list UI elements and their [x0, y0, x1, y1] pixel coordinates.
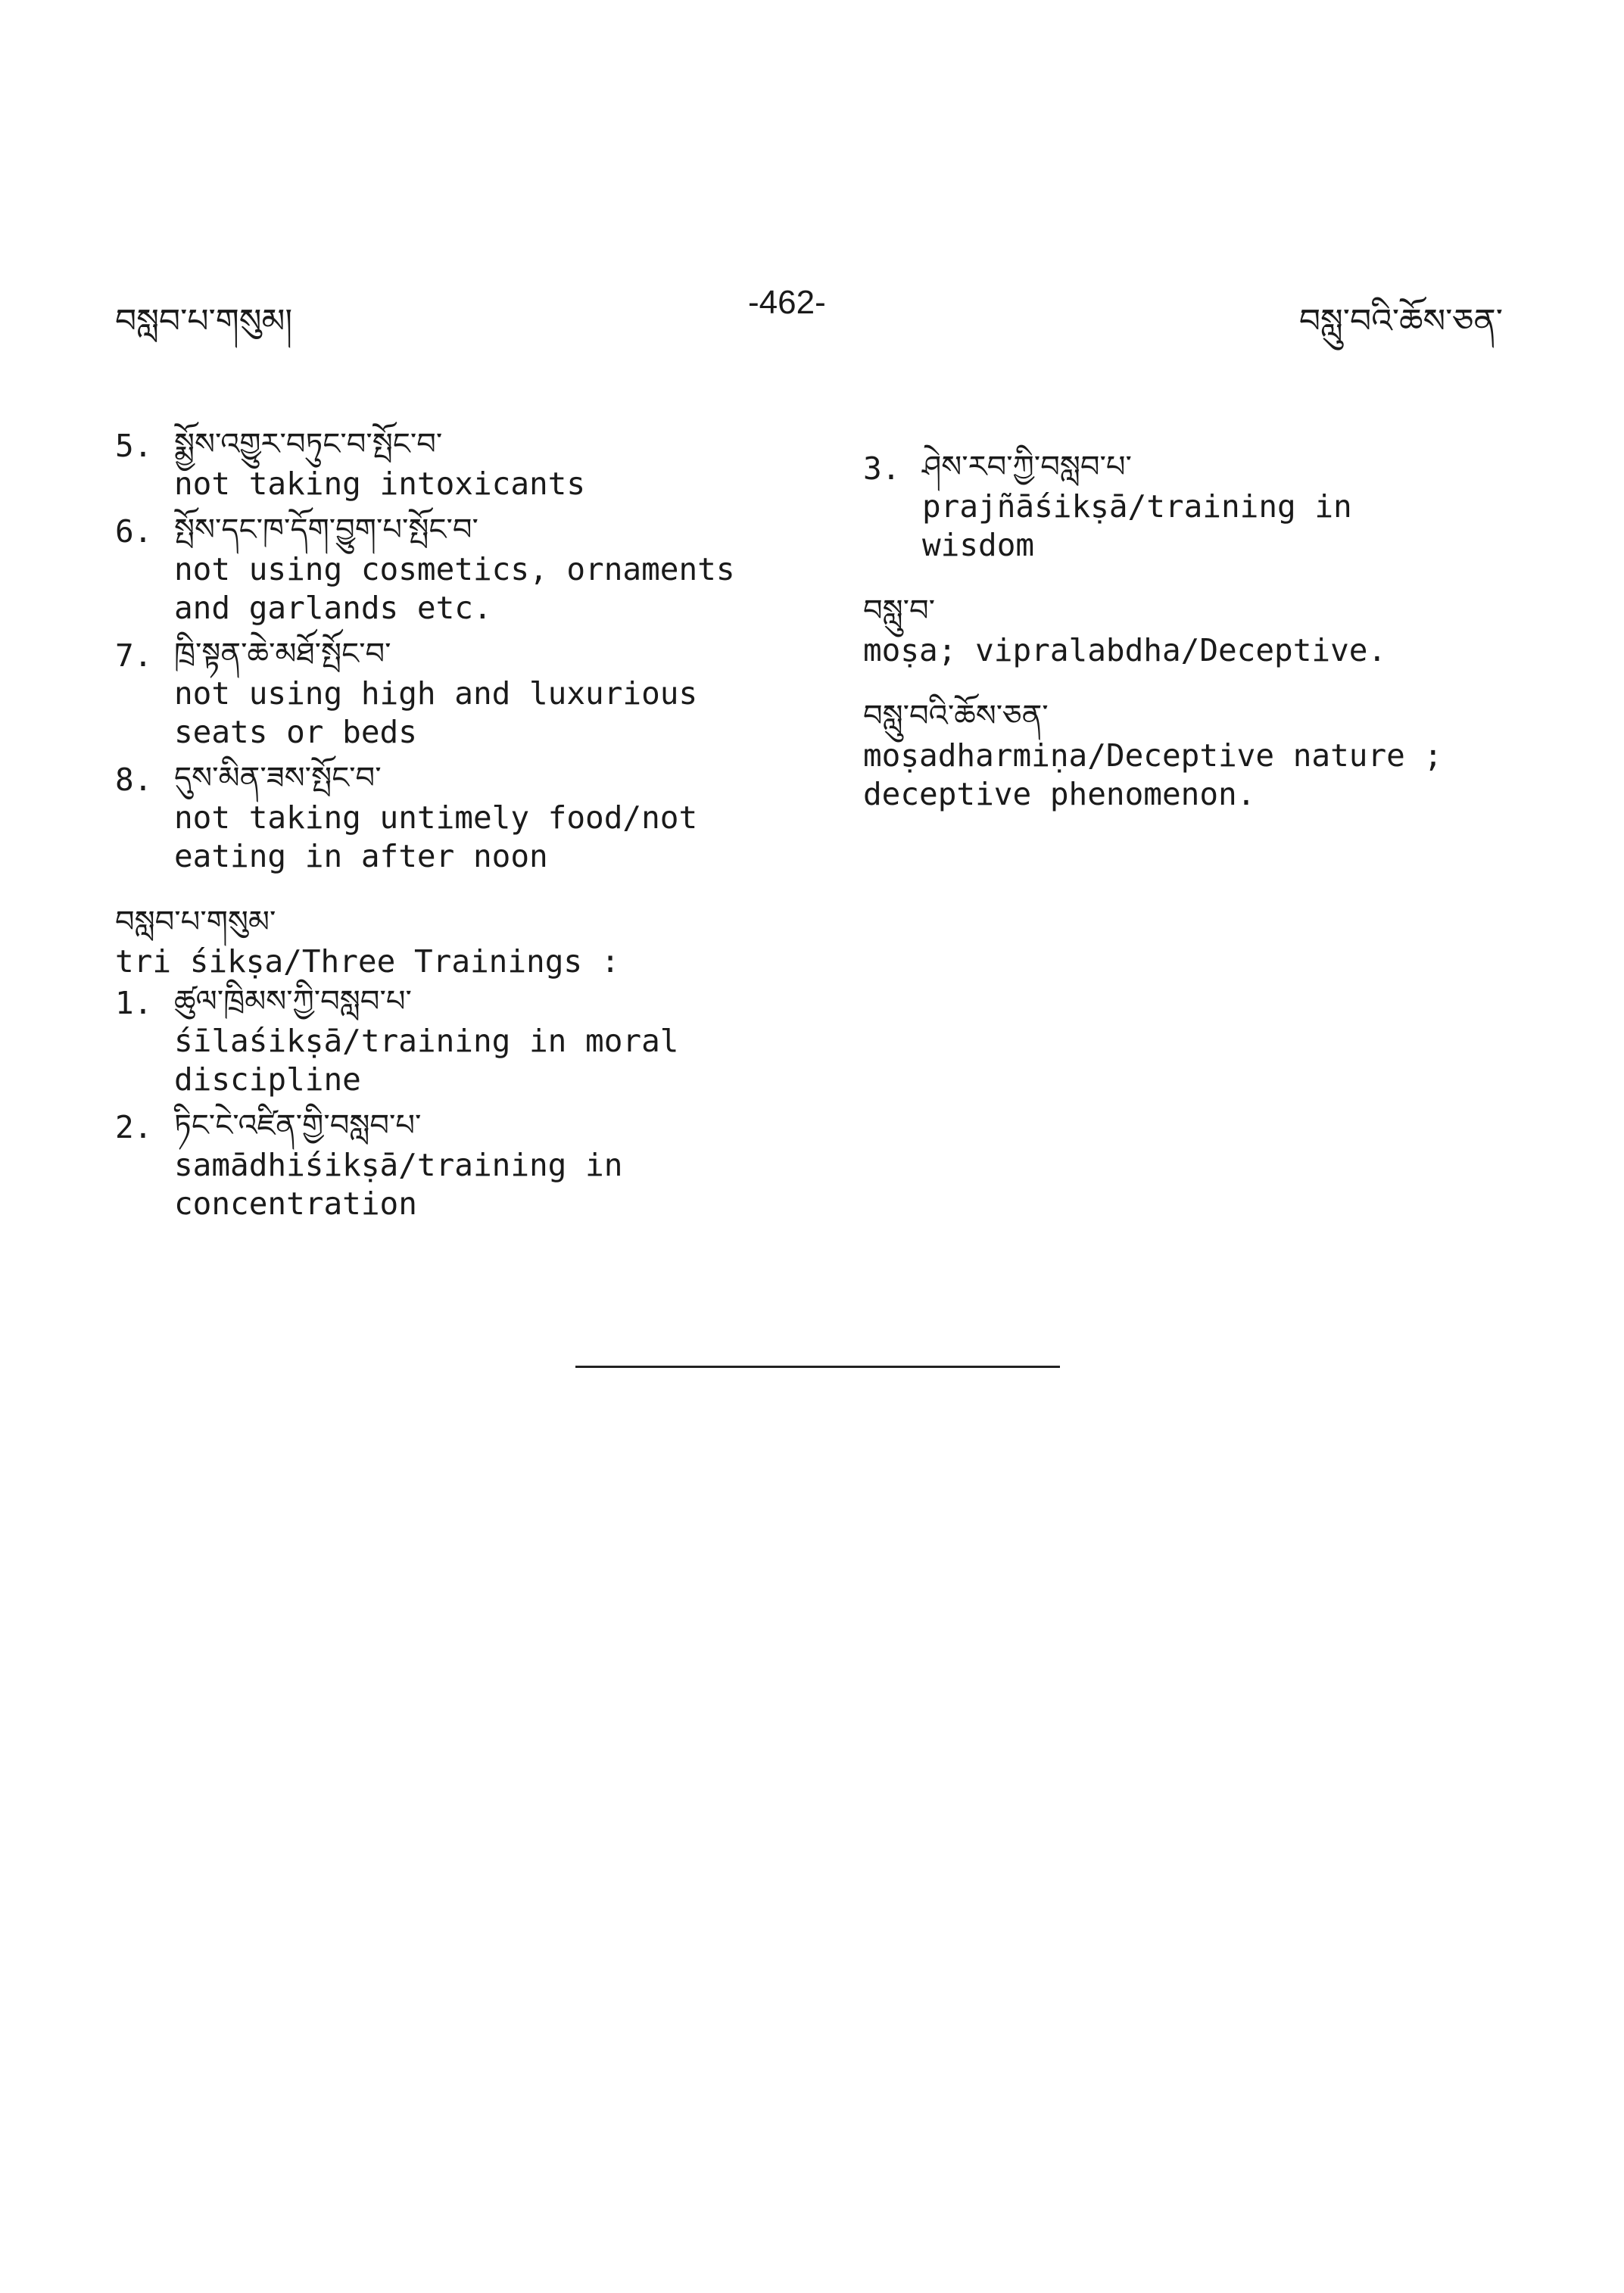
header-left-title: བསླབ་པ་གསུམ། — [115, 302, 293, 341]
entry-headword: བསླབ་པ་གསུམ་ — [115, 905, 276, 939]
page-number: -462- — [748, 284, 826, 321]
list-item — [115, 981, 812, 1099]
item-number: 6. — [115, 513, 153, 550]
list-item — [115, 424, 812, 503]
item-number: 1. — [115, 985, 153, 1021]
item-number: 3. — [863, 450, 901, 487]
dictionary-entry — [115, 902, 812, 1223]
entry-headword: བསླུ་བ་ — [863, 594, 936, 628]
section-divider — [575, 1366, 1060, 1368]
entry-gloss: moṣa; vipralabdha/Deceptive. — [863, 632, 1387, 668]
list-item — [115, 1105, 812, 1223]
tibetan-term: སྨྱོས་འགྱུར་བཏུང་བ་སྤོང་བ་ — [174, 427, 443, 462]
dictionary-entry — [863, 590, 1529, 670]
item-number: 2. — [115, 1109, 153, 1145]
entry-gloss: moṣadharmiṇa/Deceptive nature ; deceptive phenomenon. — [863, 737, 1443, 812]
tibetan-term: སྤོས་དང་ཁ་དོག་བྱུག་པ་སྤོང་བ་ — [174, 512, 478, 547]
item-number: 8. — [115, 762, 153, 798]
left-column — [115, 424, 812, 1229]
dictionary-entry — [863, 696, 1529, 814]
english-gloss: not taking untimely food/not eating in after noon — [174, 799, 698, 874]
list-item — [115, 634, 812, 752]
item-number: 7. — [115, 637, 153, 674]
page-header — [0, 284, 1624, 344]
header-right-title: བསླུ་བའི་ཆོས་ཅན་ — [1298, 302, 1503, 341]
english-gloss: prajñāśikṣā/training in wisdom — [922, 488, 1352, 563]
entry-gloss: tri śikṣa/Three Trainings : — [115, 943, 620, 980]
right-column — [863, 447, 1529, 814]
tibetan-term: དུས་མིན་ཟས་སྤོང་བ་ — [174, 761, 382, 796]
tibetan-term: ཤེས་རབ་ཀྱི་བསླབ་པ་ — [922, 450, 1132, 484]
list-item — [863, 447, 1529, 565]
list-item — [115, 758, 812, 876]
english-gloss: samādhiśikṣā/training in concentration — [174, 1147, 623, 1222]
tibetan-term: ཚུལ་ཁྲིམས་ཀྱི་བསླབ་པ་ — [174, 984, 412, 1019]
english-gloss: śīlaśikṣā/training in moral discipline — [174, 1023, 679, 1098]
english-gloss: not taking intoxicants — [174, 466, 586, 502]
english-gloss: not using high and luxurious seats or beds — [174, 675, 698, 750]
tibetan-term: ཁྲི་སྟན་ཆེ་མཐོ་སྤོང་བ་ — [174, 637, 391, 671]
tibetan-term: ཏིང་ངེ་འཛིན་གྱི་བསླབ་པ་ — [174, 1108, 422, 1143]
entry-headword: བསླུ་བའི་ཆོས་ཅན་ — [863, 699, 1049, 734]
item-number: 5. — [115, 428, 153, 464]
list-item — [115, 509, 812, 628]
english-gloss: not using cosmetics, ornaments and garlands etc. — [174, 551, 735, 626]
